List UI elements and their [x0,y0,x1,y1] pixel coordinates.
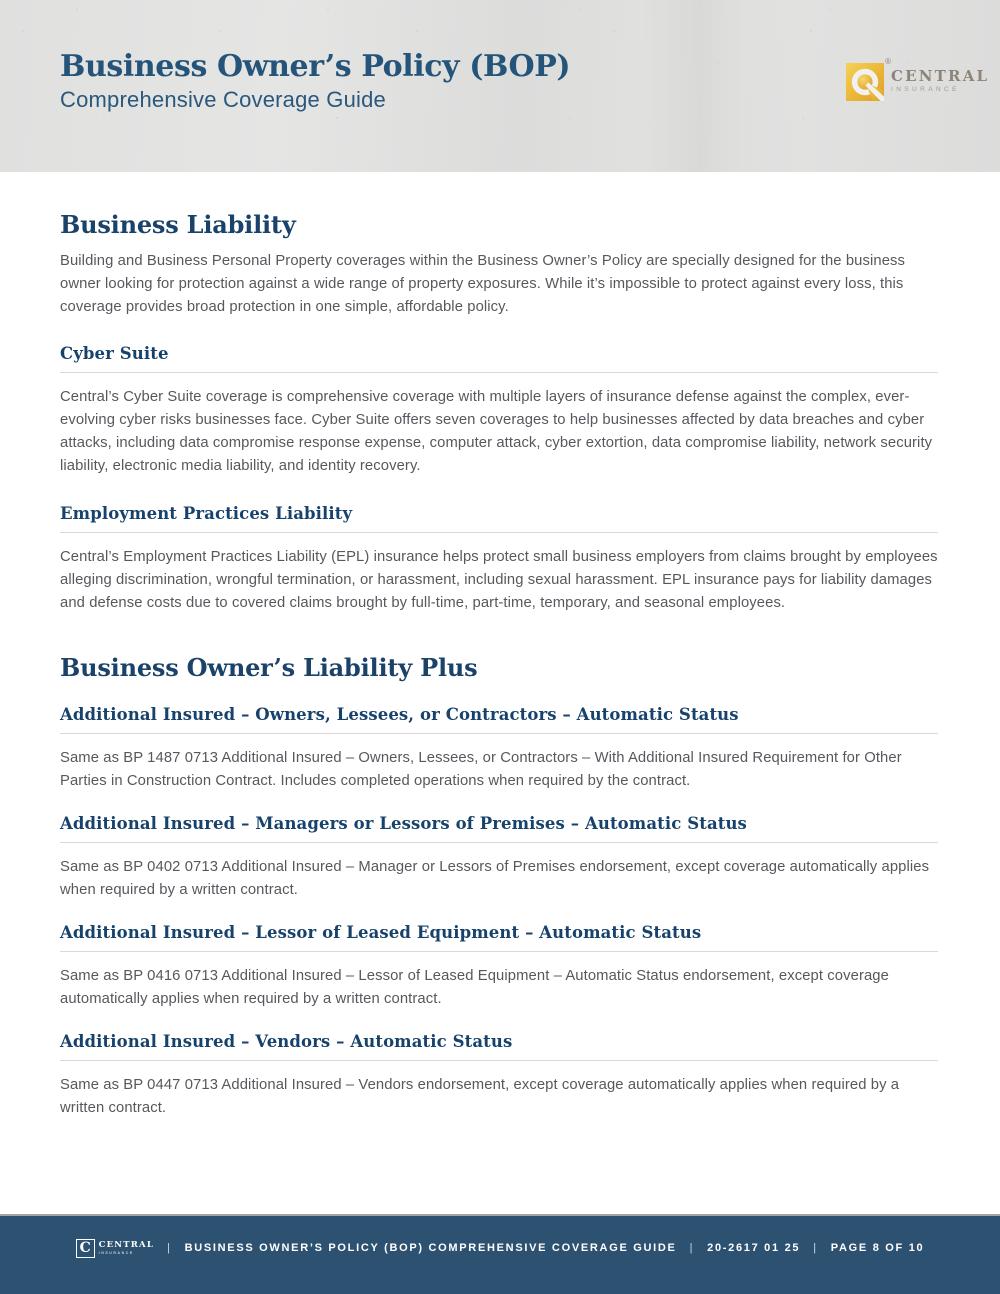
footer-brand-tagline: INSURANCE [98,1250,134,1255]
section-heading-ai-vendors: Additional Insured – Vendors – Automatic Status [60,1031,513,1051]
central-logo-icon [846,57,891,101]
section-heading-business-liability: Business Liability [60,210,296,239]
section-additional-insured-vendors [60,1032,938,1120]
footer-separator: | [167,1242,172,1254]
divider [60,842,938,843]
paragraph-epl: Central’s Employment Practices Liability (EPL) insurance helps protect small business employers from claims brought by employees alleging discrimination, wrongful termination, or harassment, including sexual harassment. EPL insurance pays for liability damages and defense costs due to covered claims brought by full-time, part-time, temporary, and seasonal employees. [60,549,938,612]
section-business-owners-liability-plus [60,653,938,682]
document-body [0,210,1000,1120]
brand-logo [846,57,990,101]
page-subtitle: Comprehensive Coverage Guide [60,87,386,112]
section-heading-liability-plus: Business Owner’s Liability Plus [60,653,478,683]
footer-page-number: PAGE 8 OF 10 [830,1242,925,1254]
section-heading-ai-owners-lessees: Additional Insured – Owners, Lessees, or Contractors – Automatic Status [60,705,739,725]
footer-separator: | [813,1242,818,1254]
section-additional-insured-lessor-leased-equipment [60,923,938,1011]
brand-name: CENTRAL [891,67,990,85]
paragraph-business-liability: Building and Business Personal Property coverages within the Business Owner’s Policy are specially designed for the business owner looking for protection against a wide range of property exposures. While it’s impossible to protect against every loss, this coverage provides broad protection in one simple, affordable policy. [60,253,906,315]
page-header [0,0,1000,172]
brand-text [891,63,989,94]
registered-mark: ® [885,57,891,66]
section-business-liability [60,210,938,319]
central-c-mark-icon [846,63,884,101]
section-additional-insured-owners-lessees-contractors [60,705,938,793]
central-logo-footer-icon [76,1239,95,1258]
section-heading-ai-managers-lessors: Additional Insured – Managers or Lessors of Premises – Automatic Status [60,814,747,834]
paragraph-ai-owners-lessees: Same as BP 1487 0713 Additional Insured – Owners, Lessees, or Contractors – With Additional Insured Requirement for Other Parties in Construction Contract. Includes completed operations when required by the contract. [60,750,902,790]
page-footer [0,1214,1000,1294]
paragraph-cyber-suite: Central’s Cyber Suite coverage is comprehensive coverage with multiple layers of insurance defense against the complex, ever-evolving cyber risks businesses face. Cyber Suite offers seven coverages to help businesses affected by data breaches and cyber attacks, including data compromise response expense, computer attack, cyber extortion, data compromise liability, network security liability, electronic media liability, and identity recovery. [60,388,933,474]
section-cyber-suite [60,344,938,478]
divider [60,951,938,952]
paragraph-ai-leased-equipment: Same as BP 0416 0713 Additional Insured – Lessor of Leased Equipment – Automatic Status endorsement, except coverage automatically applies when required by a written contract. [60,967,889,1007]
divider [60,372,938,373]
section-employment-practices-liability [60,504,938,615]
footer-doc-title: BUSINESS OWNER’S POLICY (BOP) COMPREHENSIVE COVERAGE GUIDE [184,1242,677,1254]
title-block [60,50,570,113]
footer-brand-name: CENTRAL [98,1240,155,1250]
section-heading-cyber-suite: Cyber Suite [60,343,169,363]
paragraph-ai-vendors: Same as BP 0447 0713 Additional Insured – Vendors endorsement, except coverage automatically applies when required by a written contract. [60,1076,900,1116]
footer-doc-number: 20-2617 01 25 [707,1242,801,1254]
divider [60,1060,938,1061]
divider [60,733,938,734]
footer-separator: | [689,1242,695,1254]
section-additional-insured-managers-lessors [60,814,938,902]
central-c-letter: C [79,1240,91,1256]
section-heading-epl: Employment Practices Liability [60,504,353,524]
footer-content [76,1239,925,1258]
section-heading-ai-leased-equipment: Additional Insured – Lessor of Leased Equipment – Automatic Status [60,922,702,942]
page-title: Business Owner’s Policy (BOP) [60,49,571,84]
brand-tagline: INSURANCE [891,86,960,93]
divider [60,532,938,533]
paragraph-ai-managers-lessors: Same as BP 0402 0713 Additional Insured – Manager or Lessors of Premises endorsement, except coverage automatically applies when required by a written contract. [60,859,930,898]
footer-brand-text [99,1241,154,1255]
